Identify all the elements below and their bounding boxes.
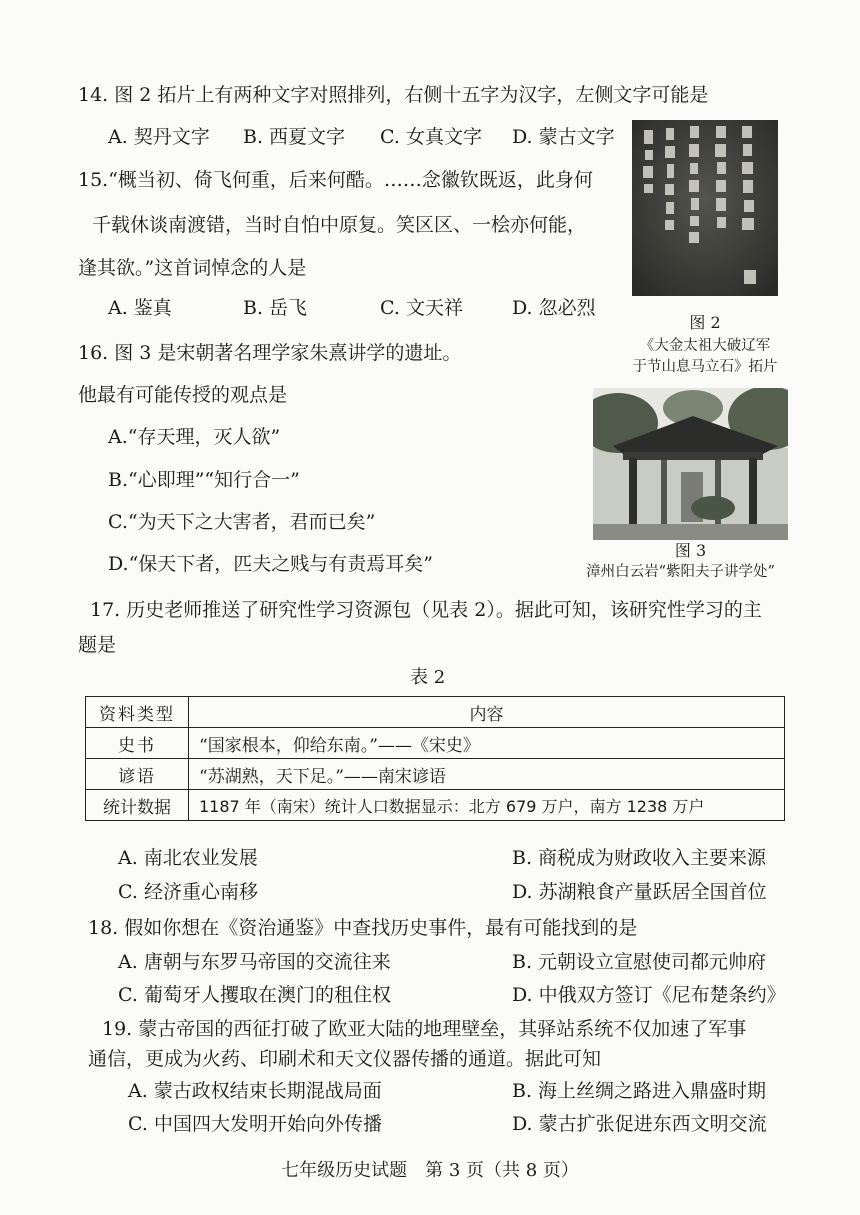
- fig2-caption-line1: 《大金太祖大破辽军: [639, 338, 771, 354]
- q17-line1: 17. 历史老师推送了研究性学习资源包（见表 2）。据此可知，该研究性学习的主: [90, 599, 762, 621]
- fig3-caption: 漳州白云岩“紫阳夫子讲学处”: [586, 564, 775, 580]
- q17-option-c: C. 经济重心南移: [118, 881, 258, 903]
- q15-option-c: C. 文天祥: [380, 297, 463, 319]
- table-cell: 1187 年（南宋）统计人口数据显示：北方 679 万户，南方 1238 万户: [189, 790, 785, 821]
- fig2-label: 图 2: [689, 313, 721, 332]
- q16-option-b: B.“心即理”“知行合一”: [108, 469, 300, 491]
- table-row: [86, 728, 785, 759]
- q18-option-c: C. 葡萄牙人攫取在澳门的租住权: [118, 984, 391, 1006]
- q16-option-c: C.“为天下之大害者，君而已矣”: [108, 511, 376, 533]
- q18-option-a: A. 唐朝与东罗马帝国的交流往来: [118, 951, 391, 973]
- q19-option-a: A. 蒙古政权结束长期混战局面: [128, 1080, 382, 1102]
- q18-option-d: D. 中俄双方签订《尼布楚条约》: [512, 984, 786, 1006]
- pavilion-photo: [593, 388, 788, 540]
- table-cell: 统计数据: [86, 790, 189, 821]
- q18-option-b: B. 元朝设立宣慰使司都元帅府: [512, 951, 767, 973]
- table-cell: 谚语: [86, 759, 189, 790]
- table-cell: “国家根本，仰给东南。”——《宋史》: [189, 728, 785, 759]
- q19-line2: 通信，更成为火药、印刷术和天文仪器传播的通道。据此可知: [88, 1048, 602, 1070]
- q19-option-c: C. 中国四大发明开始向外传播: [128, 1113, 382, 1135]
- q14-option-b: B. 西夏文字: [243, 126, 346, 148]
- q17-line2: 题是: [78, 634, 117, 656]
- table-2: [85, 696, 785, 821]
- q15-option-a: A. 鉴真: [108, 297, 172, 319]
- q16-option-d: D.“保天下者，匹夫之贱与有责焉耳矣”: [108, 553, 434, 575]
- q15-line1: 15.“概当初、倚飞何重，后来何酷。……念徽钦既返，此身何: [78, 169, 593, 191]
- table-row: [86, 759, 785, 790]
- q18-stem: 18. 假如你想在《资治通鉴》中查找历史事件，最有可能找到的是: [88, 917, 638, 939]
- q16-option-a: A.“存天理，灭人欲”: [108, 426, 281, 448]
- q17-option-b: B. 商税成为财政收入主要来源: [512, 847, 767, 869]
- q19-option-b: B. 海上丝绸之路进入鼎盛时期: [512, 1080, 767, 1102]
- table-cell: 史书: [86, 728, 189, 759]
- q16-line2: 他最有可能传授的观点是: [78, 384, 288, 406]
- q19-option-d: D. 蒙古扩张促进东西文明交流: [512, 1113, 767, 1135]
- q16-line1: 16. 图 3 是宋朝著名理学家朱熹讲学的遗址。: [78, 342, 462, 364]
- table2-title: 表 2: [410, 667, 446, 688]
- fig2-caption-line2: 于节山息马立石》拓片: [632, 359, 778, 375]
- page-footer: 七年级历史试题 第 3 页（共 8 页）: [281, 1160, 579, 1181]
- table-cell: “苏湖熟，天下足。”——南宋谚语: [189, 759, 785, 790]
- fig3-label: 图 3: [674, 541, 707, 560]
- table-row: [86, 790, 785, 821]
- q14-option-a: A. 契丹文字: [108, 126, 210, 148]
- q15-line3: 逢其欲。”这首词悼念的人是: [78, 257, 307, 279]
- table-header-row: [86, 697, 785, 728]
- q14-stem: 14. 图 2 拓片上有两种文字对照排列，右侧十五字为汉字，左侧文字可能是: [78, 84, 709, 106]
- table-header-cell: 资料类型: [86, 697, 189, 728]
- q15-option-d: D. 忽必烈: [512, 297, 596, 319]
- q17-option-a: A. 南北农业发展: [118, 847, 258, 869]
- q14-option-c: C. 女真文字: [380, 126, 482, 148]
- q14-option-d: D. 蒙古文字: [512, 126, 615, 148]
- q15-option-b: B. 岳飞: [243, 297, 308, 319]
- rubbing-image: [632, 120, 778, 296]
- q19-line1: 19. 蒙古帝国的西征打破了欧亚大陆的地理壁垒，其驿站系统不仅加速了军事: [102, 1018, 747, 1040]
- q17-option-d: D. 苏湖粮食产量跃居全国首位: [512, 881, 767, 903]
- table-header-cell: 内容: [189, 697, 785, 728]
- q15-line2: 千载休谈南渡错，当时自怕中原复。笑区区、一桧亦何能，: [92, 214, 587, 236]
